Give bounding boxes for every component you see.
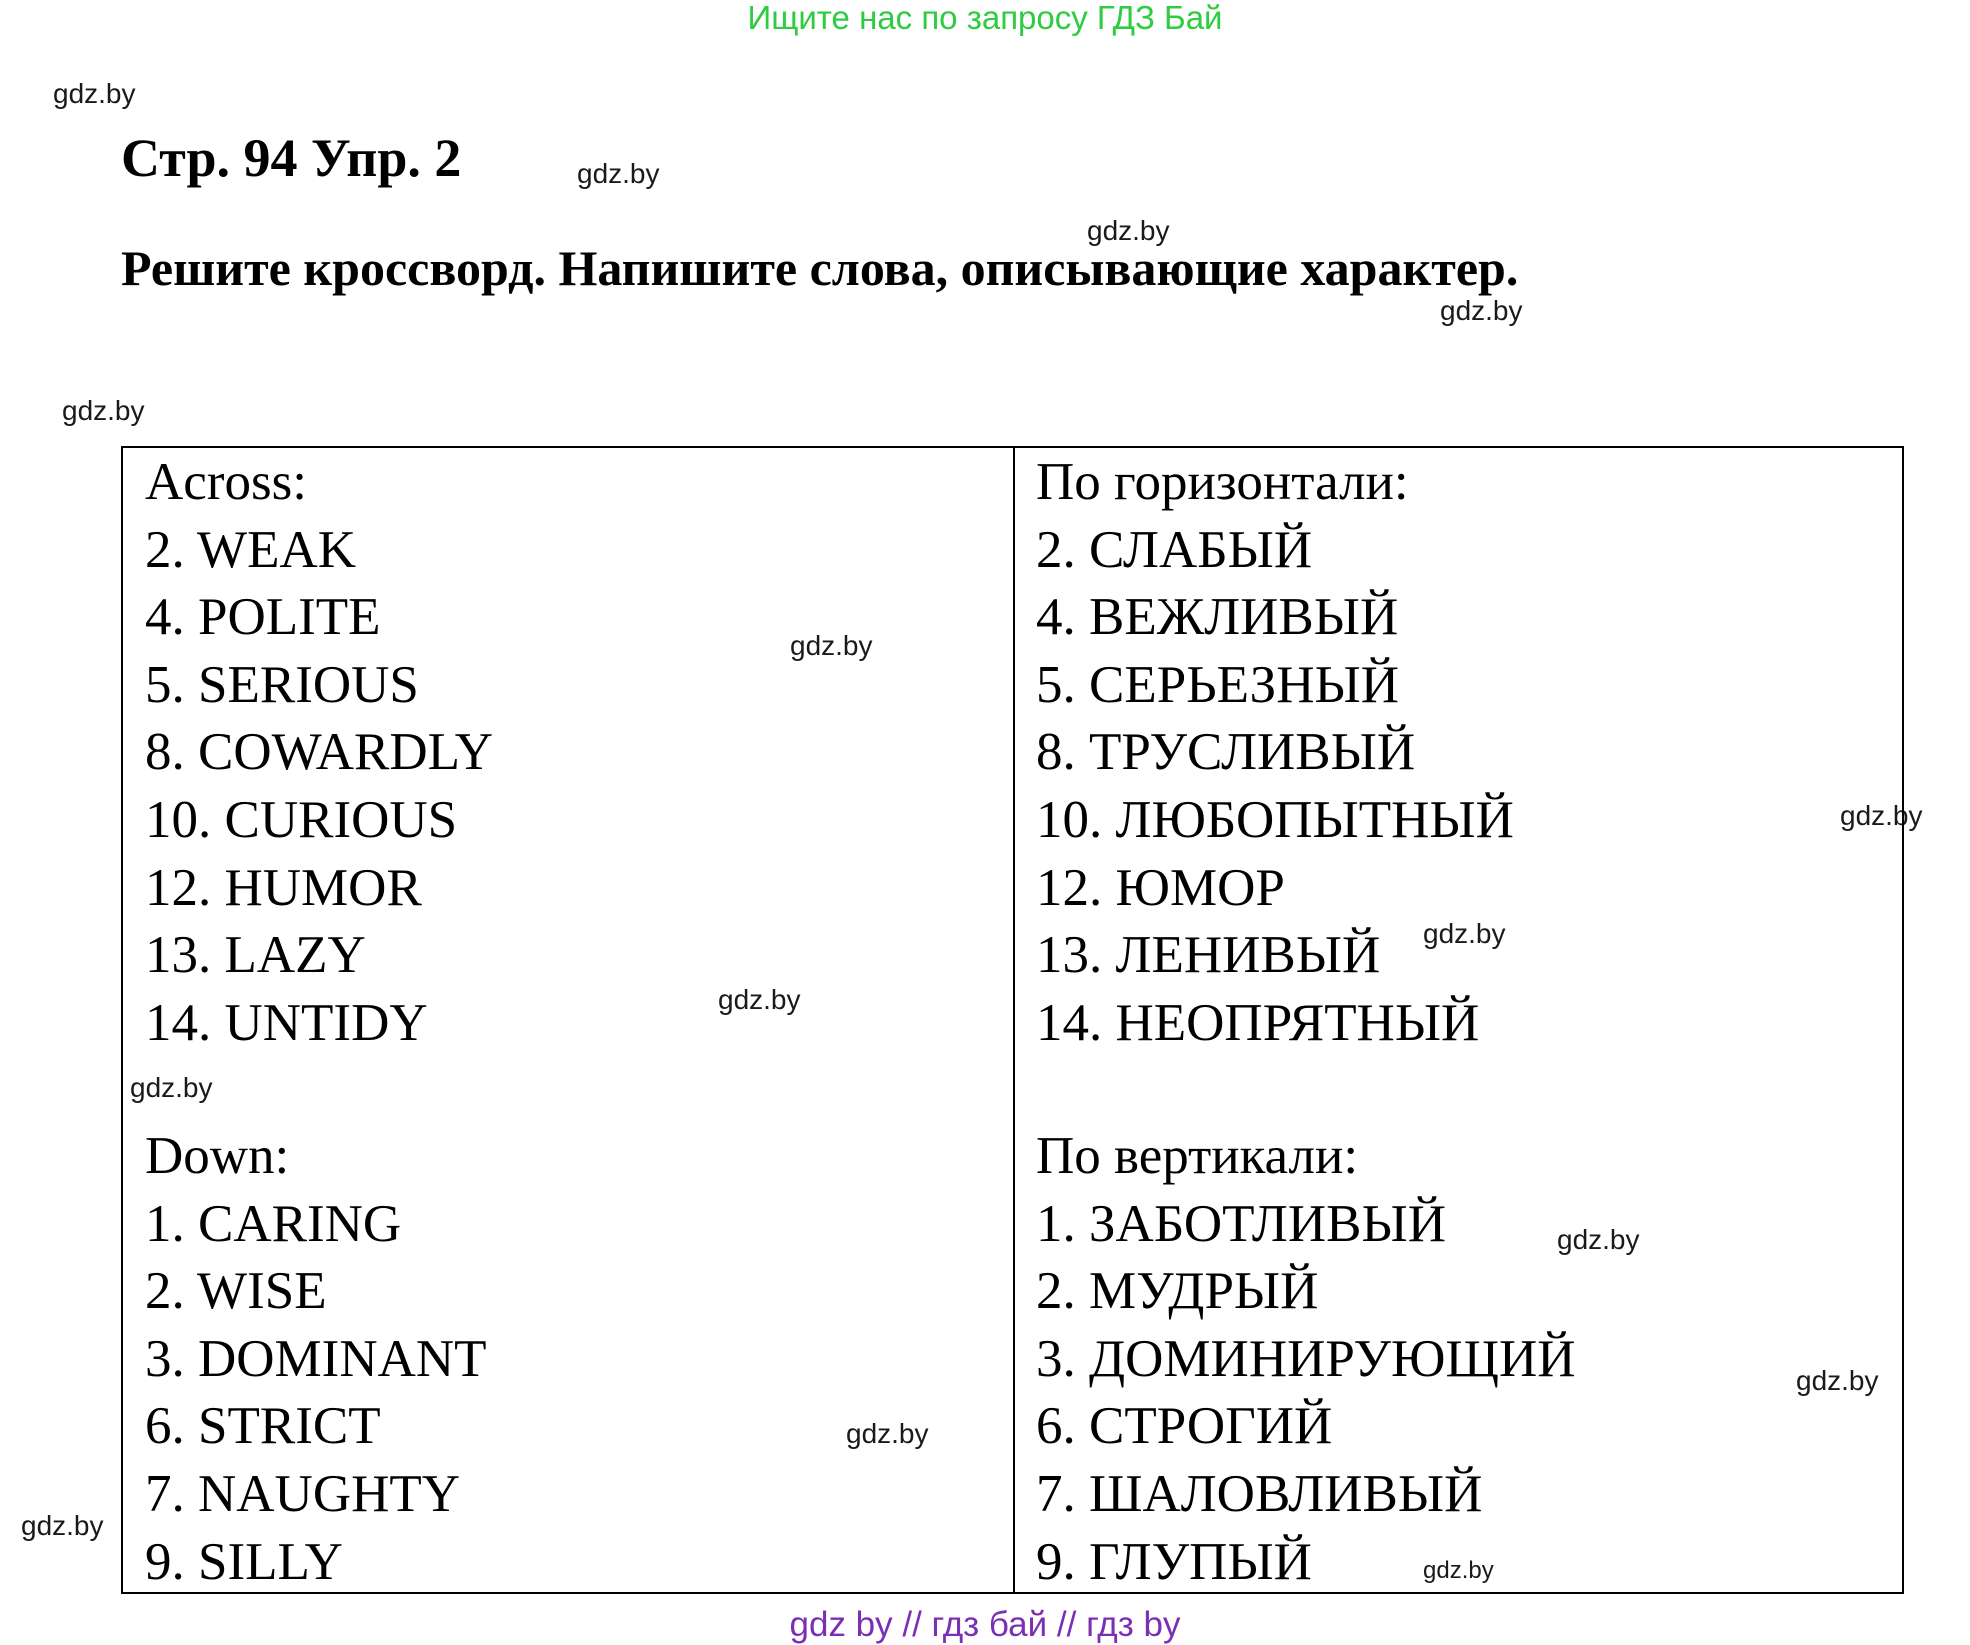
list-item: 10. CURIOUS [145, 790, 458, 849]
list-item: 3. ДОМИНИРУЮЩИЙ [1036, 1329, 1576, 1388]
list-item: 14. НЕОПРЯТНЫЙ [1036, 993, 1480, 1052]
list-item: 2. WISE [145, 1262, 327, 1321]
column-divider [1013, 446, 1015, 1594]
watermark: gdz.by [1440, 295, 1523, 326]
list-item: 9. SILLY [145, 1532, 343, 1591]
watermark: gdz.by [1557, 1224, 1640, 1255]
english-down-section [145, 1123, 487, 1596]
watermark: gdz.by [21, 1510, 104, 1541]
list-item: 10. ЛЮБОПЫТНЫЙ [1036, 790, 1514, 849]
watermark: gdz.by [130, 1072, 213, 1103]
watermark: gdz.by [1087, 215, 1170, 246]
watermark: gdz.by [1423, 1557, 1494, 1584]
watermark: gdz.by [718, 984, 801, 1015]
watermark: gdz.by [577, 158, 660, 189]
across-heading: По горизонтали: [1036, 453, 1409, 511]
list-item: 9. ГЛУПЫЙ [1036, 1532, 1312, 1591]
watermark: gdz.by [62, 395, 145, 426]
list-item: 2. СЛАБЫЙ [1036, 520, 1313, 579]
russian-across-section [1036, 449, 1514, 1057]
list-item: 8. ТРУСЛИВЫЙ [1036, 723, 1416, 782]
down-heading: По вертикали: [1036, 1127, 1359, 1185]
list-item: 5. СЕРЬЕЗНЫЙ [1036, 655, 1399, 714]
list-item: 13. LAZY [145, 926, 366, 985]
list-item: 12. ЮМОР [1036, 858, 1285, 917]
list-item: 2. WEAK [145, 520, 356, 579]
watermark: gdz.by [1423, 918, 1506, 949]
watermark: gdz.by [1840, 800, 1923, 831]
search-banner: Ищите нас по запросу ГДЗ Бай [747, 0, 1223, 36]
across-heading: Across: [145, 453, 307, 511]
list-item: 13. ЛЕНИВЫЙ [1036, 926, 1381, 985]
instruction-text: Решите кроссворд. Напишите слова, описывающие характер. [121, 240, 1519, 296]
list-item: 12. HUMOR [145, 858, 422, 917]
english-across-section [145, 449, 493, 1057]
watermark: gdz.by [846, 1418, 929, 1449]
list-item: 4. ВЕЖЛИВЫЙ [1036, 588, 1399, 647]
list-item: 2. МУДРЫЙ [1036, 1262, 1319, 1321]
list-item: 6. СТРОГИЙ [1036, 1397, 1333, 1456]
list-item: 8. COWARDLY [145, 723, 494, 782]
list-item: 4. POLITE [145, 588, 381, 647]
down-heading: Down: [145, 1127, 290, 1185]
watermark: gdz.by [790, 630, 873, 661]
russian-down-section [1036, 1123, 1576, 1596]
watermark: gdz.by [1796, 1365, 1879, 1396]
list-item: 7. ШАЛОВЛИВЫЙ [1036, 1464, 1483, 1523]
list-item: 5. SERIOUS [145, 655, 419, 714]
list-item: 14. UNTIDY [145, 993, 428, 1052]
page-title: Стр. 94 Упр. 2 [121, 128, 462, 188]
list-item: 3. DOMINANT [145, 1329, 487, 1388]
watermark: gdz.by [53, 78, 136, 109]
footer-links: gdz by // гдз бай // гдз by [789, 1605, 1181, 1644]
list-item: 7. NAUGHTY [145, 1464, 461, 1523]
list-item: 6. STRICT [145, 1397, 381, 1456]
list-item: 1. ЗАБОТЛИВЫЙ [1036, 1194, 1446, 1253]
list-item: 1. CARING [145, 1194, 402, 1253]
